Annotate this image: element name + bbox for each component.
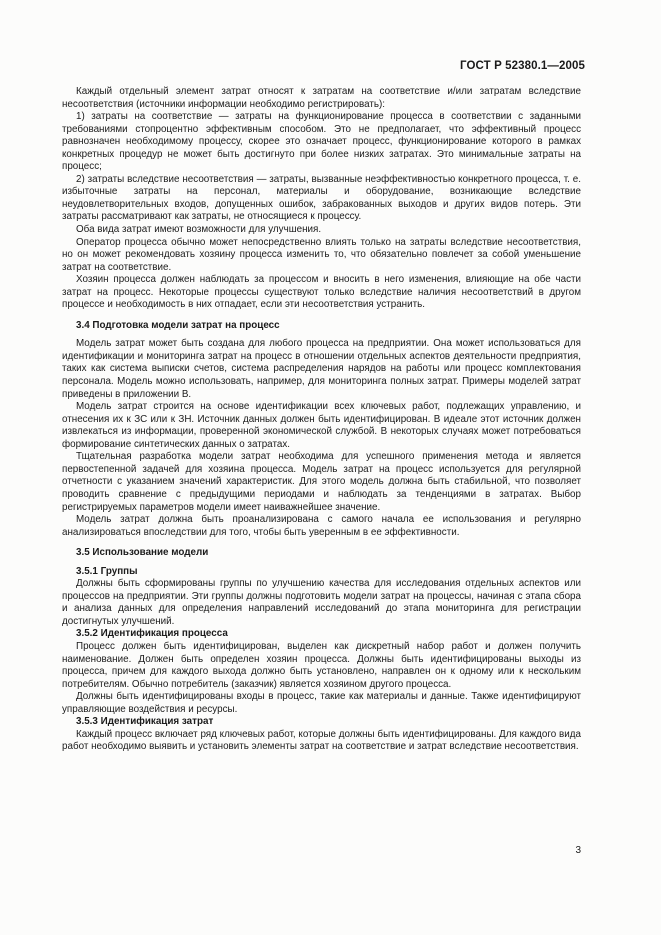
paragraph: Оба вида затрат имеют возможности для улучшения. bbox=[76, 224, 322, 236]
paragraph: Модель затрат должна быть проанализирована с самого начала ее использования и регулярно анализироваться впоследствии для того, чтобы быть уверенным в ее эффективности. bbox=[62, 514, 581, 538]
section-heading-3-4: 3.4 Подготовка модели затрат на процесс bbox=[76, 319, 280, 331]
document-body bbox=[62, 86, 581, 754]
paragraph: 2) затраты вследствие несоответствия — затраты, вызванные неэффективностью конкретного процесса, т. е. избыточные затраты на персонал, материалы и оборудование, возникающие вследствие неудовлетворительных входов, допущенных ошибок, забракованных выходов и других видов потерь. Эти затраты рассматривают как затраты, не относящиеся к процессу. bbox=[62, 173, 581, 223]
paragraph: Должны быть идентифицированы входы в процесс, такие как материалы и данные. Также идентифицируют управляющие воздействия и ресурсы. bbox=[62, 691, 581, 715]
paragraph: Модель затрат может быть создана для любого процесса на предприятии. Она может использоваться для идентификации и мониторинга затрат на процесс в отношении отдельных аспектов деятельности предприятия, таких как система выписки счетов, система распределения нарядов на работы или процесс комплектования персонала. Модель можно использовать, например, для мониторинга полных затрат. Примеры моделей затрат приведены в приложении В. bbox=[62, 338, 581, 400]
page-number: 3 bbox=[575, 845, 581, 856]
subsection-heading-3-5-1: 3.5.1 Группы bbox=[76, 565, 138, 577]
paragraph: Процесс должен быть идентифицирован, выделен как дискретный набор работ и должен получить наименование. Должен быть определен хозяин процесса. Должны быть идентифицированы выходы из процесса, причем для каждого выхода должно быть установлено, направлен он к одному или к нескольким потребителям. Обычно потребитель (заказчик) является хозяином другого процесса. bbox=[62, 640, 581, 690]
paragraph: Тщательная разработка модели затрат необходима для успешного применения метода и является первостепенной задачей для хозяина процесса. Модель затрат на процесс используется для регулярной отчетности с указанием значений характеристик. Для этого модель должна быть стабильной, что позволяет проводить сравнение с предыдущими периодами и наблюдать за тенденциями в затратах. Выбор регистрируемых параметров модели имеет наиважнейшее значение. bbox=[62, 451, 581, 513]
paragraph: Каждый процесс включает ряд ключевых работ, которые должны быть идентифицированы. Для каждого вида работ необходимо выявить и установить элементы затрат на соответствие и затрат вследствие несоответствия. bbox=[62, 728, 581, 753]
paragraph: 1) затраты на соответствие — затраты на функционирование процесса в соответствии с заданными требованиями стопроцентно эффективным способом. Это не предполагает, что эффективный процесс равнозначен необходимому процессу, скорее это означает процесс, функционирование которого в рамках конкретных процедур не может быть достигнуто при более низких затратах. Это минимальные затраты на процесс; bbox=[62, 111, 581, 173]
paragraph: Должны быть сформированы группы по улучшению качества для исследования отдельных аспектов или процессов на предприятии. Эти группы должны подготовить модели затрат на процессы, начиная с этапа сбора и анализа данных для определения направлений исследований до этапа мониторинга для регистрации достигнутых улучшений. bbox=[62, 578, 581, 627]
paragraph: Оператор процесса обычно может непосредственно влиять только на затраты вследствие несоответствия, но он может рекомендовать хозяину процесса изменить то, что обязательно повлечет за собой уменьшение затрат на соответствие. bbox=[62, 236, 581, 273]
section-heading-3-5: 3.5 Использование модели bbox=[76, 547, 209, 559]
paragraph: Модель затрат строится на основе идентификации всех ключевых работ, подлежащих управлению, и отнесения их к ЗС или к ЗН. Источник данных должен быть идентифицирован. В идеале этот источник должен извлекаться из информации, проверенной экономической службой. В некоторых случаях может потребоваться формирование синтетических данных о затратах. bbox=[62, 401, 581, 450]
standard-code-header: ГОСТ Р 52380.1—2005 bbox=[460, 60, 585, 72]
subsection-heading-3-5-3: 3.5.3 Идентификация затрат bbox=[76, 716, 214, 728]
paragraph: Каждый отдельный элемент затрат относят к затратам на соответствие и/или затратам вследствие несоответствия (источники информации необходимо регистрировать): bbox=[62, 86, 581, 110]
paragraph: Хозяин процесса должен наблюдать за процессом и вносить в него изменения, влияющие на обе части затрат на процесс. Некоторые процессы существуют только вследствие наличия несоответствий в другом процессе и необходимость в них отпадает, если эти несоответствия устранить. bbox=[62, 274, 581, 311]
subsection-heading-3-5-2: 3.5.2 Идентификация процесса bbox=[76, 628, 228, 640]
